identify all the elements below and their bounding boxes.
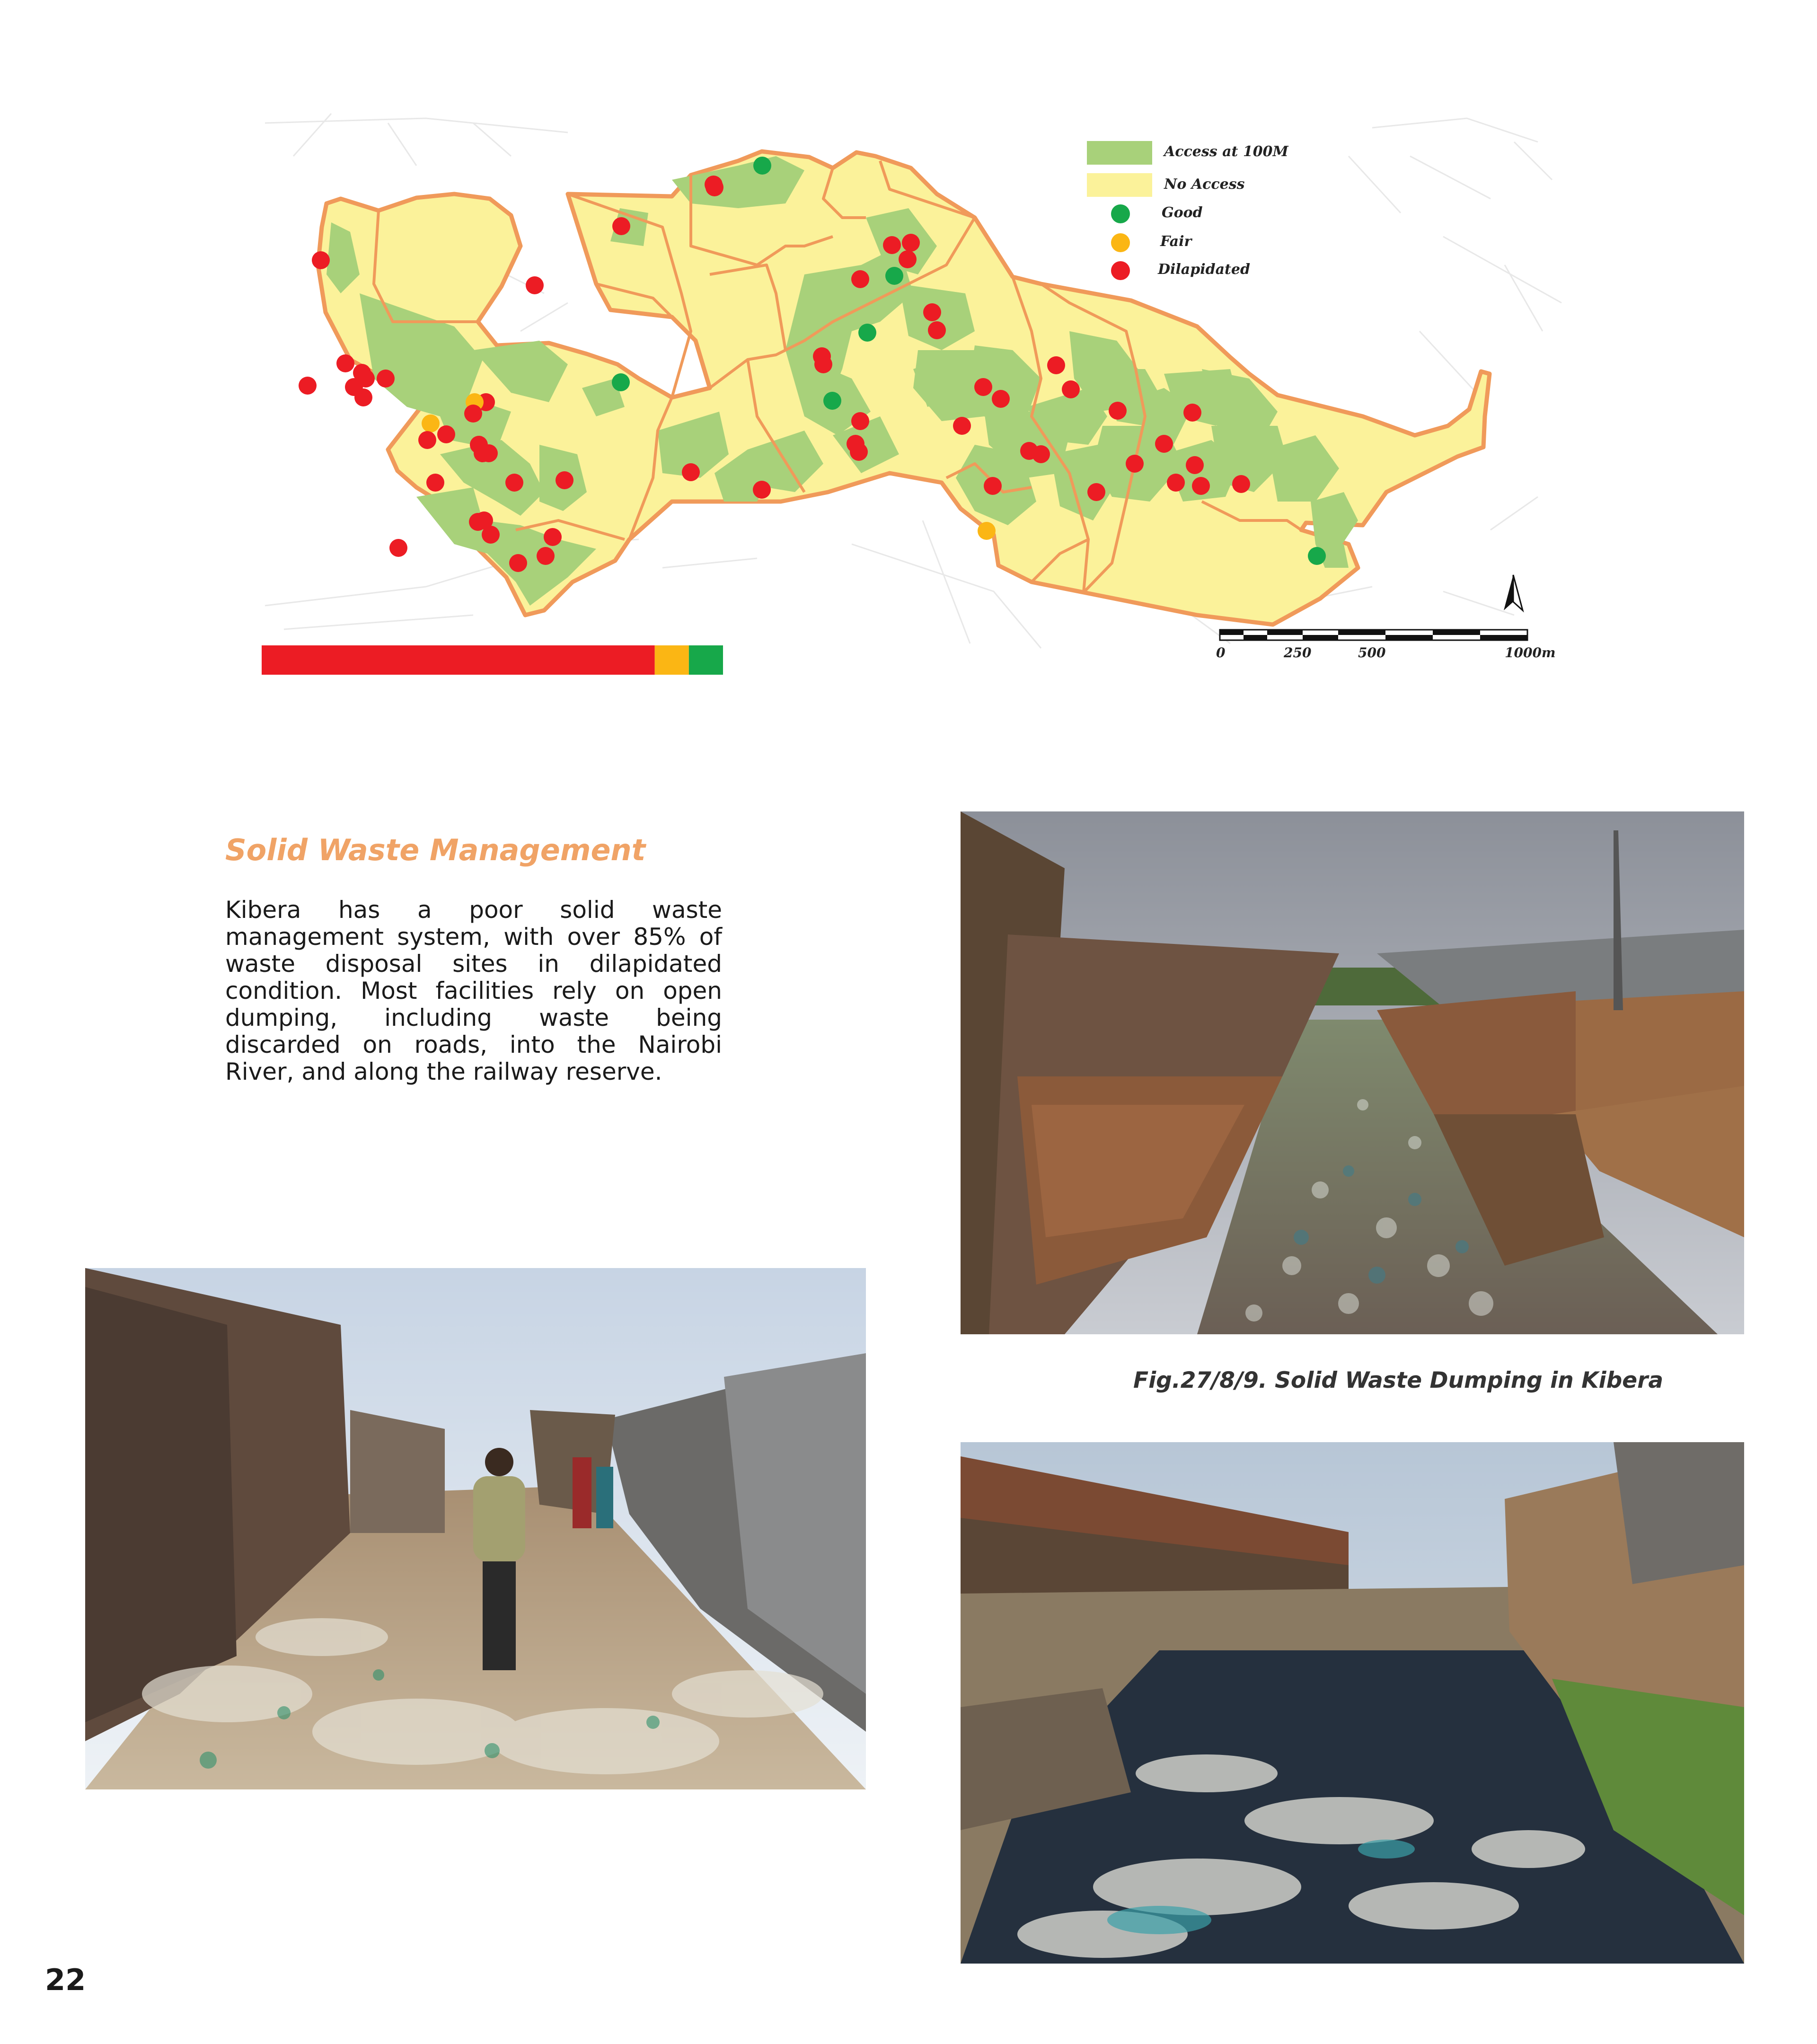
site-marker-dilapidated <box>336 354 354 372</box>
site-marker-good <box>885 267 903 285</box>
site-marker-dilapidated <box>389 539 407 557</box>
site-marker-dilapidated <box>505 474 523 492</box>
site-marker-dilapidated <box>354 388 372 406</box>
waste-sites-map <box>0 0 1817 686</box>
site-marker-dilapidated <box>1167 474 1185 492</box>
site-marker-dilapidated <box>418 431 436 449</box>
site-marker-fair <box>978 522 996 540</box>
legend-swatch-no-access <box>1087 173 1152 197</box>
site-marker-dilapidated <box>482 526 500 544</box>
site-marker-dilapidated <box>923 303 941 321</box>
legend-dot-good <box>1111 204 1130 223</box>
site-marker-dilapidated <box>556 471 573 489</box>
site-marker-dilapidated <box>1155 435 1173 453</box>
site-marker-dilapidated <box>1047 356 1065 374</box>
photo-river-waste <box>961 1442 1744 1964</box>
site-marker-dilapidated <box>682 463 700 481</box>
scale-bar <box>1220 630 1527 640</box>
site-marker-dilapidated <box>377 370 395 388</box>
site-marker-good <box>753 157 771 175</box>
scale-label-500: 500 <box>1358 645 1386 661</box>
site-marker-dilapidated <box>1183 404 1201 422</box>
site-marker-fair <box>422 414 440 432</box>
site-marker-dilapidated <box>851 270 869 288</box>
site-marker-dilapidated <box>1126 455 1144 473</box>
legend-label-dilapidated: Dilapidated <box>1158 261 1250 278</box>
site-marker-dilapidated <box>312 251 330 269</box>
site-marker-dilapidated <box>612 217 630 235</box>
site-marker-good <box>612 373 630 391</box>
site-marker-dilapidated <box>1032 445 1050 463</box>
site-marker-dilapidated <box>1192 477 1210 495</box>
site-marker-dilapidated <box>902 234 920 252</box>
site-marker-dilapidated <box>1062 380 1080 398</box>
site-marker-dilapidated <box>437 425 455 443</box>
site-marker-dilapidated <box>464 405 482 423</box>
legend-label-fair: Fair <box>1160 233 1192 250</box>
site-marker-dilapidated <box>974 378 992 396</box>
site-marker-good <box>1308 547 1326 565</box>
site-marker-dilapidated <box>1087 483 1105 501</box>
site-marker-dilapidated <box>953 417 971 435</box>
scale-label-250: 250 <box>1284 645 1312 661</box>
site-marker-dilapidated <box>537 547 555 565</box>
site-marker-dilapidated <box>992 390 1010 408</box>
legend-label-good: Good <box>1162 204 1203 221</box>
site-marker-dilapidated <box>1109 402 1127 420</box>
condition-share-bar <box>262 645 723 675</box>
site-marker-dilapidated <box>928 321 946 339</box>
site-marker-dilapidated <box>850 443 868 461</box>
site-marker-dilapidated <box>299 377 317 395</box>
bar-segment-dilapidated <box>262 645 655 675</box>
site-marker-dilapidated <box>851 412 869 430</box>
site-marker-dilapidated <box>526 276 544 294</box>
section-body-text: Kibera has a poor solid waste management system, with over 85% of waste disposal sites in dilapidated condition. Most facilities rely on open dumping, including waste being discarded on roads, into the Nairobi River, and along the railway reserve. <box>225 896 722 1085</box>
site-marker-dilapidated <box>753 481 771 499</box>
page-number: 22 <box>45 1963 86 1997</box>
site-marker-dilapidated <box>480 444 498 462</box>
legend-swatch-access <box>1087 141 1152 165</box>
site-marker-good <box>858 324 876 342</box>
site-marker-good <box>823 392 841 410</box>
site-marker-dilapidated <box>1186 456 1204 474</box>
photo-street-waste <box>85 1268 866 1789</box>
site-marker-dilapidated <box>814 355 832 373</box>
legend-dot-dilapidated <box>1111 261 1130 280</box>
scale-label-1000m: 1000m <box>1505 645 1556 661</box>
legend-dot-fair <box>1111 233 1130 252</box>
site-marker-dilapidated <box>544 528 562 546</box>
site-marker-dilapidated <box>426 474 444 492</box>
legend-label-no-access: No Access <box>1164 176 1245 193</box>
figure-caption: Fig.27/8/9. Solid Waste Dumping in Kibera <box>1133 1367 1664 1393</box>
photo-channel-waste <box>961 811 1744 1334</box>
bar-segment-fair <box>655 645 689 675</box>
site-marker-dilapidated <box>1232 475 1250 493</box>
site-marker-dilapidated <box>984 477 1002 495</box>
north-arrow-icon <box>1504 575 1523 610</box>
section-heading: Solid Waste Management <box>225 833 646 867</box>
site-marker-dilapidated <box>899 250 917 268</box>
scale-label-0: 0 <box>1216 645 1226 661</box>
bar-segment-good <box>689 645 723 675</box>
site-marker-dilapidated <box>509 554 527 572</box>
site-marker-dilapidated <box>706 178 723 196</box>
legend-label-access: Access at 100M <box>1164 143 1288 160</box>
site-marker-dilapidated <box>883 236 901 254</box>
